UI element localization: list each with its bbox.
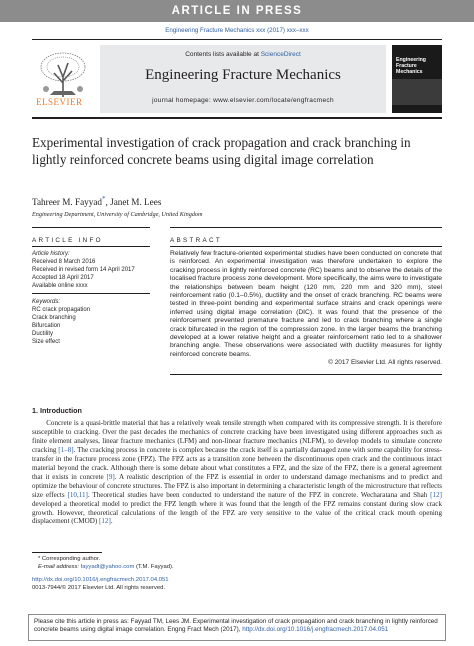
history-item: Received in revised form 14 April 2017 xyxy=(32,267,135,274)
article-info-heading-rule xyxy=(32,246,150,247)
section-heading-introduction: 1. Introduction xyxy=(32,406,82,415)
header-rule xyxy=(32,117,442,119)
citation-link[interactable]: [10,11] xyxy=(67,490,88,499)
history-rule xyxy=(32,293,150,294)
article-history xyxy=(32,250,150,290)
abstract-bottom-rule xyxy=(170,374,442,375)
journal-name: Engineering Fracture Mechanics xyxy=(145,67,341,83)
journal-masthead xyxy=(100,45,386,113)
email-label: E-mail address: xyxy=(38,564,81,570)
abstract-heading-rule xyxy=(170,246,442,247)
history-item: Available online xxxx xyxy=(32,283,88,290)
history-label: Article history: xyxy=(32,251,70,257)
top-rule xyxy=(32,39,442,40)
intro-text: . xyxy=(110,517,113,526)
abstract-top-rule xyxy=(170,227,442,228)
issn-line: 0013-7944/© 2017 Elsevier Ltd. All rights reserved. xyxy=(32,585,166,591)
citation-doi-link[interactable]: http://dx.doi.org/10.1016/j.engfracmech.2017.04.051 xyxy=(242,626,389,634)
footnote-email xyxy=(38,564,174,570)
author-second[interactable]: , Janet M. Lees xyxy=(105,197,162,208)
doi-link[interactable]: http://dx.doi.org/10.1016/j.engfracmech.2017.04.051 xyxy=(32,577,169,583)
author-list xyxy=(32,195,161,207)
intro-text: . A realistic description of the FPZ is essential in order to understand damage mechanisms and to predict and optimize the behaviour of concrete structures. The FPZ is also important in determining a characteristic length of the microstructure that reflects size effects xyxy=(32,472,442,499)
cover-image-band xyxy=(392,79,442,105)
keyword-item: Crack branching xyxy=(32,315,76,322)
history-item: Accepted 18 April 2017 xyxy=(32,275,94,282)
keyword-item: Size effect xyxy=(32,339,60,346)
publisher-wordmark: ELSEVIER xyxy=(36,97,83,107)
abstract-heading: ABSTRACT xyxy=(170,237,222,244)
corresponding-author-mark[interactable]: * xyxy=(102,195,106,203)
intro-text: . The cracking process in concrete is complex because the crack itself is a partially damaged zone with some capability for stress-transfer in the fracture process zone (FPZ). The FPZ acts as a transition zone between the discontinuous open crack and the continuous intact material beyond the crack. Although there is some debate about what constitutes a FPZ, and the size of the FPZ, there is a general agreement that it exists in concrete xyxy=(32,445,442,481)
abstract-text: Relatively few fracture-oriented experimental studies have been conducted on concrete that is reinforced. An experimental investigation was therefore undertaken to explore the cracking process in lightly reinforced concrete (RC) beams and to observe the details of the localised fracture process zone development. More specifically, the aims were to investigate the relationships between beam height (120 mm, 220 mm and 320 mm), steel reinforcement ratio (0.1–0.5%), ductility and the onset of crack branching. RC beams were tested in three-point bending and experimental surface strains and crack openings were inferred using digital image correlation (DIC). It was found that the presence of the reinforcement prevented premature fracture and led to crack branching where a single crack bifurcated in the region of the compression zone. In the larger beams the branching developed at a lower relative height and a greater reinforcement ratio led to a shallower branching angle. These observations were associated with ductility measures for lightly reinforced concrete beams. xyxy=(170,250,442,358)
contents-line xyxy=(100,51,386,58)
history-item: Received 8 March 2016 xyxy=(32,259,96,266)
article-in-press-banner: ARTICLE IN PRESS xyxy=(0,0,474,22)
introduction-paragraph xyxy=(32,419,442,526)
keyword-item: Bifurcation xyxy=(32,323,61,330)
cover-title: Engineering Fracture Mechanics xyxy=(396,57,426,75)
journal-cover-thumbnail[interactable] xyxy=(392,45,442,113)
keywords-label: Keywords: xyxy=(32,299,61,305)
intro-text: . Theoretical studies have been conducted to understand the nature of the FPZ in concrete. Wecharatana and Shah xyxy=(87,490,431,499)
email-link[interactable]: fayyadt@yahoo.com xyxy=(80,564,135,570)
keywords xyxy=(32,298,150,347)
footnote-rule xyxy=(32,552,102,553)
contents-prefix: Contents lists available at xyxy=(185,51,261,58)
journal-reference[interactable]: Engineering Fracture Mechanics xxx (2017) xxx–xxx xyxy=(165,27,309,34)
keyword-item: Ductility xyxy=(32,331,54,338)
abstract-copyright: © 2017 Elsevier Ltd. All rights reserved. xyxy=(328,359,442,366)
citation-link[interactable]: [1–8] xyxy=(58,445,74,454)
article-title: Experimental investigation of crack propagation and crack branching in lightly reinforced concrete beams using digital image correlation xyxy=(32,135,411,167)
citation-link[interactable]: [12] xyxy=(430,490,442,499)
affiliation: Engineering Department, University of Cambridge, United Kingdom xyxy=(32,211,203,218)
citation-box xyxy=(28,614,446,641)
article-info-heading: ARTICLE INFO xyxy=(32,237,103,244)
author-first[interactable]: Tahreer M. Fayyad xyxy=(32,197,103,208)
article-info-top-rule xyxy=(32,227,150,228)
journal-homepage[interactable]: journal homepage: www.elsevier.com/locate/engfracmech xyxy=(152,97,334,104)
sciencedirect-link[interactable]: ScienceDirect xyxy=(260,51,301,58)
footnote-corresponding: * Corresponding author. xyxy=(38,556,101,562)
citation-link[interactable]: [12] xyxy=(98,517,111,526)
keyword-item: RC crack propagation xyxy=(32,307,91,314)
email-suffix: (T.M. Fayyad). xyxy=(134,564,174,570)
citation-text: Please cite this article in press as: Fayyad TM, Lees JM. Experimental investigation of crack propagation and crack branching in lightly reinforced concrete beams using digital image correlation. Engng Fract Mech (2017), xyxy=(34,618,438,634)
intro-text: developed a theoretical model to predict the FPZ length where it was found that the length of the FPZ remains constant during slow crack growth. However, theoretical calculations of the length of the FPZ are very sensitive to the value of the critical crack mouth opening displacement (CMOD) xyxy=(32,499,442,526)
citation-link[interactable]: [9] xyxy=(106,472,115,481)
intro-text: Concrete is a quasi-brittle material that has a relatively weak tensile strength when compared with its compressive strength. It is therefore susceptible to cracking. Over the past decades the mechanics of concrete cracking have been investigated using different approaches such as finite element analyses, linear fracture mechanics (LFM) and non-linear fracture mechanics (NLFM), to develop models to simulate concrete cracking xyxy=(32,419,442,454)
journal-header xyxy=(32,45,442,113)
